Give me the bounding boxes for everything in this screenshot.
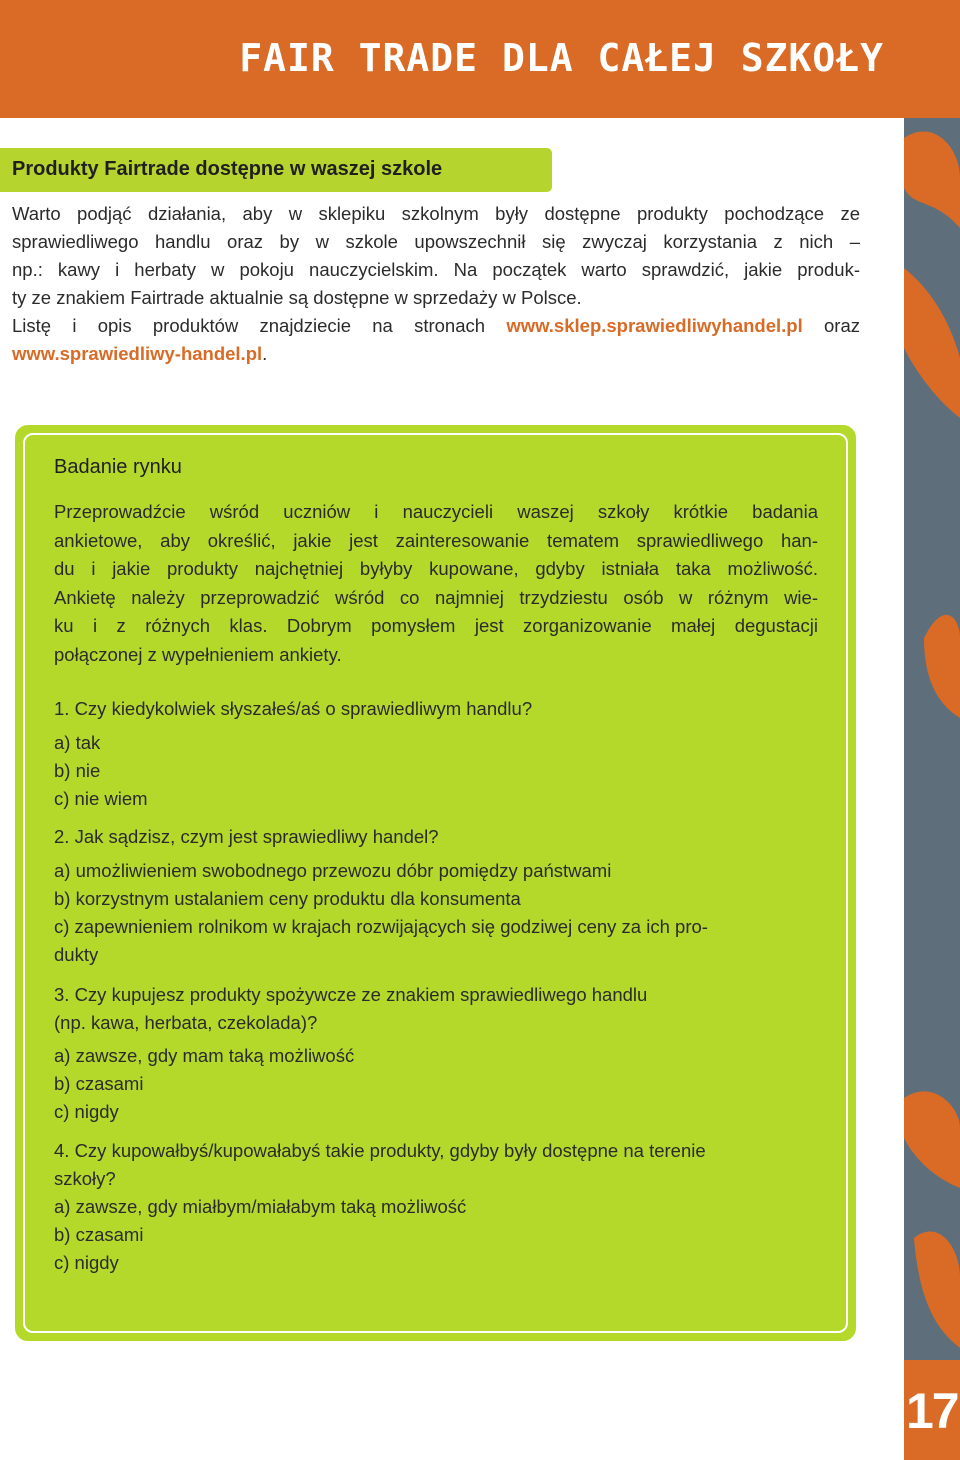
decorative-side-band <box>904 118 960 1460</box>
answer-1b: b) nie <box>54 760 101 781</box>
survey-line: połączonej z wypełnieniem ankiety. <box>54 643 342 665</box>
answer-3b: b) czasami <box>54 1073 144 1094</box>
end-dot: . <box>262 343 268 364</box>
page-header <box>0 0 960 118</box>
decor-shape <box>904 1091 960 1188</box>
survey-description <box>54 498 818 670</box>
question-4: 4. Czy kupowałbyś/kupowałabyś takie produkty, gdyby były dostępne na terenie <box>54 1140 706 1161</box>
answer-4b: b) czasami <box>54 1224 144 1245</box>
answer-2c-cont: dukty <box>54 944 99 965</box>
intro-line: Warto podjąć działania, aby w sklepiku szkolnym były dostępne produkty pochodzące ze <box>12 203 860 224</box>
link-sklep[interactable]: www.sklep.sprawiedliwyhandel.pl <box>506 315 803 336</box>
link-sprawiedliwy-handel[interactable]: www.sprawiedliwy-handel.pl <box>12 343 263 364</box>
survey-line: Ankietę należy przeprowadzić wśród co najmniej trzydziestu osób w różnym wie- <box>54 586 818 608</box>
survey-line: ku i z różnych klas. Dobrym pomysłem jest zorganizowanie małej degustacji <box>54 615 818 637</box>
answer-4c: c) nigdy <box>54 1252 119 1273</box>
question-3-cont: (np. kawa, herbata, czekolada)? <box>54 1012 318 1033</box>
decor-shape <box>914 1232 960 1348</box>
question-4-cont: szkoły? <box>54 1168 116 1189</box>
intro-links-line <box>12 312 860 340</box>
question-1: 1. Czy kiedykolwiek słyszałeś/aś o sprawiedliwym handlu? <box>54 698 533 719</box>
survey-line: du i jakie produkty najchętniej byłyby kupowane, gdyby istniała taka możliwość. <box>54 558 818 580</box>
section-heading-bar <box>0 148 552 192</box>
answer-2a: a) umożliwieniem swobodnego przewozu dóbr pomiędzy państwami <box>54 860 612 881</box>
answer-2c: c) zapewnieniem rolnikom w krajach rozwijających się godziwej ceny za ich pro- <box>54 916 708 937</box>
answer-2b: b) korzystnym ustalaniem ceny produktu dla konsumenta <box>54 888 521 909</box>
answer-1a: a) tak <box>54 732 101 753</box>
page-number-block <box>904 1360 960 1460</box>
list-text: Listę i opis produktów znajdziecie na stronach <box>12 315 486 336</box>
intro-links-line-2 <box>12 340 860 368</box>
answer-3a: a) zawsze, gdy mam taką możliwość <box>54 1045 355 1066</box>
survey-title: Badanie rynku <box>54 456 182 478</box>
decor-shape <box>904 132 960 228</box>
page-number: 17 <box>906 1383 958 1439</box>
answer-1c: c) nie wiem <box>54 788 148 809</box>
section-heading: Produkty Fairtrade dostępne w waszej szkole <box>12 158 443 180</box>
answer-4a: a) zawsze, gdy miałbym/miałabym taką możliwość <box>54 1196 467 1217</box>
intro-line: sprawiedliwego handlu oraz by w szkole upowszechnił się zwyczaj korzystania z nich – <box>12 231 860 252</box>
decor-shape <box>924 615 960 718</box>
header-title: FAIR TRADE DLA CAŁEJ SZKOŁY <box>239 36 884 80</box>
survey-line: ankietowe, aby określić, jakie jest zainteresowanie tematem sprawiedliwego han- <box>54 529 818 551</box>
question-2: 2. Jak sądzisz, czym jest sprawiedliwy handel? <box>54 826 439 847</box>
intro-line: ty ze znakiem Fairtrade aktualnie są dostępne w sprzedaży w Polsce. <box>12 287 582 308</box>
decorative-pattern <box>904 118 960 1460</box>
survey-line: Przeprowadźcie wśród uczniów i nauczycieli waszej szkoły krótkie badania <box>54 501 818 522</box>
intro-paragraph <box>12 200 860 368</box>
answer-3c: c) nigdy <box>54 1101 119 1122</box>
decor-shape <box>904 268 960 418</box>
intro-line: np.: kawy i herbaty w pokoju nauczycielskim. Na początek warto sprawdzić, jakie produk- <box>12 259 860 280</box>
question-3: 3. Czy kupujesz produkty spożywcze ze znakiem sprawiedliwego handlu <box>54 984 648 1005</box>
oraz-text: oraz <box>824 315 861 336</box>
